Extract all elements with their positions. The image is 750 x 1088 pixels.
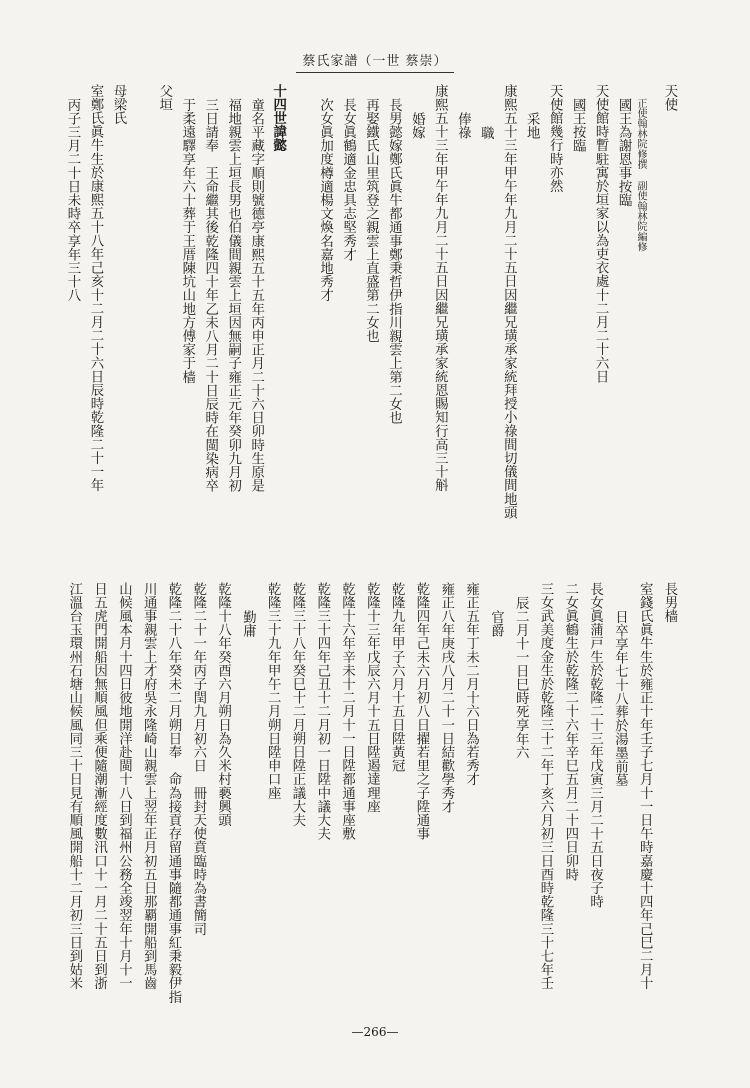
- lower-text-column: [658, 582, 680, 623]
- column-text: 職: [478, 126, 494, 140]
- lower-text-column: [385, 582, 407, 772]
- lower-text-column: [212, 582, 234, 827]
- lower-text-column: [236, 610, 258, 637]
- column-text: 乾隆三十八年癸巳十二月朔日陞正議大夫: [290, 582, 305, 827]
- lower-text-column: [484, 610, 506, 637]
- lower-text-column: [584, 582, 606, 908]
- column-text: 采地: [524, 112, 540, 140]
- column-text: 康熙五十三年甲午年九月二十五日因繼兄璜承家統恩賜知行高三十斛: [432, 84, 448, 492]
- column-text: 福地親雲上垣長男也伯儀間親雲上垣因無嗣子雍正元年癸卯九月初: [225, 98, 241, 493]
- upper-text-column: [589, 84, 611, 383]
- lower-text-column: [633, 582, 655, 990]
- lower-text-column: [410, 582, 432, 840]
- upper-text-column: [268, 84, 290, 152]
- upper-text-column: [474, 126, 496, 140]
- lower-text-column: [311, 582, 333, 840]
- column-text: 父垣: [156, 84, 172, 112]
- column-text: 長女眞鶴適金忠具志堅秀才: [340, 98, 356, 262]
- lower-text-column: [435, 582, 457, 813]
- column-text: 江溫台玉環州石塘山候風同三十日見有順風開船十二月初三日到姑米: [66, 582, 82, 990]
- column-text: 雍正五年丁未二月十六日為若秀才: [463, 582, 479, 786]
- column-text: 童名平藏字順則號德亭康熙五十五年丙申正月二十六日卯時生原是: [248, 98, 264, 493]
- column-text: 丙子三月二十日未時卒享年三十八: [64, 98, 80, 302]
- lower-text-column: [112, 582, 134, 990]
- column-text: 三日請奉 王命繼其後乾隆四十年乙未八月二十日辰時在閩染病卒: [202, 98, 218, 493]
- lower-text-column: [63, 582, 85, 990]
- upper-text-column: [337, 98, 359, 261]
- column-text: 母梁氏: [110, 84, 126, 125]
- upper-text-column: [635, 98, 657, 252]
- lower-text-column: [608, 610, 630, 787]
- upper-text-column: [222, 98, 244, 492]
- lower-text-column: [261, 582, 283, 800]
- lower-text-column: [88, 582, 110, 990]
- column-text: 室鄭氏眞牛生於康熙五十八年己亥十二月二十六日辰時乾隆二十一年: [87, 84, 103, 492]
- upper-text-column: [658, 84, 680, 111]
- column-text: 康熙五十三年甲午年九月二十五日因繼兄璜承家統拜授小祿間切儀間地頭: [501, 84, 517, 520]
- header-title: 蔡氏家譜（一世 蔡崇）: [296, 50, 453, 73]
- page-header: [0, 50, 750, 73]
- upper-text-block: [60, 84, 680, 554]
- lower-text-column: [137, 582, 159, 990]
- column-text: 俸祿: [455, 112, 471, 140]
- upper-text-column: [428, 84, 450, 492]
- lower-text-column: [509, 596, 531, 759]
- upper-text-column: [61, 98, 83, 302]
- column-text: 乾隆十八年癸酉六月朔日為久米村褻興頭: [215, 582, 231, 827]
- upper-text-column: [199, 98, 221, 492]
- upper-text-column: [520, 112, 542, 139]
- column-text: 婚嫁: [409, 112, 425, 140]
- upper-text-column: [84, 84, 106, 492]
- lower-text-column: [360, 582, 382, 813]
- lower-text-column: [336, 582, 358, 840]
- upper-text-column: [612, 98, 634, 207]
- column-text: 乾隆四年己未六月初八日擢若里之子陞通事: [414, 582, 429, 841]
- column-text: 山候風本月十四日彼地開洋赴閩十八日到福州公務全竣翌年十月十一: [116, 582, 132, 990]
- page-footer: [0, 1025, 750, 1039]
- column-text: 乾隆三十九年甲午二月朔日陞申口座: [265, 582, 281, 800]
- column-text: 長女眞蒲戸生於乾隆二十三年戊寅三月二十五日夜子時: [587, 582, 603, 909]
- column-text: 正使翰林院修撰 副使翰林院編修: [635, 98, 647, 252]
- column-text: 乾隆十三年戊辰六月十五日陞遏達理座: [364, 582, 380, 814]
- upper-text-column: [359, 98, 381, 343]
- column-text: 國王為謝恩事按臨: [616, 98, 632, 207]
- lower-text-block: [60, 582, 680, 1002]
- column-text: 十四世諱懿: [270, 84, 287, 152]
- column-text: 辰二月十一日巳時死享年六: [513, 596, 529, 760]
- column-text: 天使: [662, 84, 677, 112]
- page-number: —266—: [351, 1025, 399, 1039]
- column-text: 室錢氏眞牛生於雍正十年壬子七月十一日午時嘉慶十四年己巳二月十: [637, 582, 653, 990]
- lower-text-column: [559, 582, 581, 881]
- column-text: 乾隆十六年辛未十二月十一日陞都通事座敷: [339, 582, 355, 841]
- column-text: 長男懿嫁鄭氏眞牛都通事鄭秉哲伊指川親雲上第二女也: [386, 98, 402, 425]
- column-text: 雍正八年庚戌八月二十一日結歡學秀才: [438, 582, 454, 814]
- upper-text-column: [451, 112, 473, 139]
- column-text: 乾隆三十四年己丑十二月初一日陞中議大夫: [314, 582, 330, 841]
- lower-text-column: [187, 582, 209, 936]
- lower-text-column: [162, 582, 184, 1004]
- column-text: 長男樯: [662, 582, 677, 623]
- column-text: 三女武美度金生於乾隆三十二年丁亥六月初三日酉時乾隆三十七年壬: [538, 582, 553, 990]
- column-text: 乾隆二十八年癸未二月朔日奉 命為接貢存留通事隨都通事紅秉毅伊指: [166, 582, 181, 1004]
- column-text: 國王按臨: [570, 98, 586, 153]
- column-text: 再娶鐵氏山里筑登之親雲上直盛第二女也: [363, 98, 379, 343]
- column-text: 日卒享年七十八葬於湯墨前墓: [612, 610, 628, 787]
- column-text: 官爵: [488, 610, 504, 638]
- upper-text-column: [153, 84, 175, 111]
- upper-text-column: [405, 112, 427, 139]
- upper-text-column: [176, 98, 198, 384]
- column-text: 天使館幾行時亦然: [547, 84, 563, 193]
- column-text: 日五虎門開船因無順風但乘便隨潮漸經度數汛口十一月二十五日到浙: [91, 582, 107, 990]
- column-text: 天使館時暫駐寓於垣家以為吏衣處十二月二十六日: [593, 84, 609, 384]
- lower-text-column: [534, 582, 556, 990]
- lower-text-column: [286, 582, 308, 827]
- column-text: 乾隆二十一年丙子閏九月初六日 冊封天使賁臨時為書簡司: [190, 582, 206, 936]
- upper-text-column: [543, 84, 565, 193]
- lower-text-column: [460, 582, 482, 786]
- upper-text-column: [314, 98, 336, 302]
- column-text: 川通事親雲上才府吳永隆崎山親雲上翌年正月初五日那覇開船到馬齒: [141, 582, 157, 990]
- column-text: 勤庸: [240, 610, 256, 638]
- upper-text-column: [497, 84, 519, 519]
- column-text: 乾隆九年甲子六月十五日陞黃冠: [389, 582, 405, 773]
- upper-text-column: [566, 98, 588, 152]
- column-text: 次女眞加度樽適楊文煥名嘉地秀才: [317, 98, 333, 302]
- column-text: 于柔遠驛享年六十葬于王厝陳坑山地方傅家于樯: [179, 98, 195, 384]
- upper-text-column: [382, 98, 404, 424]
- upper-text-column: [107, 84, 129, 125]
- upper-text-column: [245, 98, 267, 492]
- column-text: 二女眞鶴生於乾隆二十六年辛巳五月二十四日卯時: [562, 582, 578, 882]
